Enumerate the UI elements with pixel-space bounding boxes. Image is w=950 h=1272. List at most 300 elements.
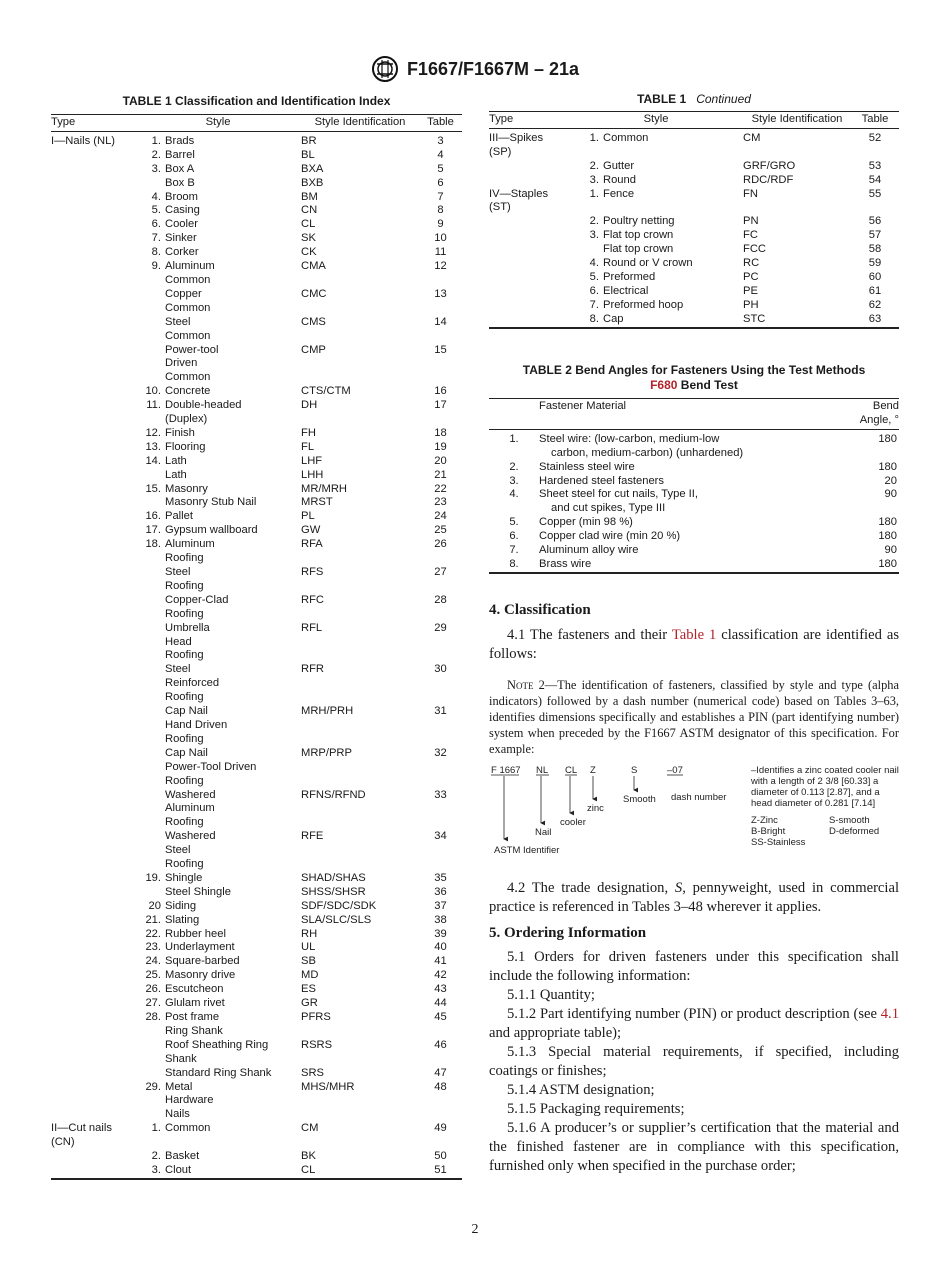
style-id-cell [301,761,419,775]
table-ref-cell [419,733,462,747]
table-row [51,455,462,469]
type-cell [51,1108,135,1122]
table-row [51,1025,462,1039]
style-id-cell: PH [743,298,759,311]
table-ref-cell [419,775,462,789]
type-cell [51,858,135,872]
table-ref-cell: 30 [434,663,447,676]
table1-col-type: Type [51,115,135,132]
table-row [51,330,462,344]
table-ref-cell: 45 [434,1011,447,1023]
style-cell [165,1136,301,1150]
table-ref-cell: 37 [434,899,447,912]
type-cell [489,243,569,257]
diag-smooth-label: Smooth [623,794,656,805]
style-id-cell [301,1025,419,1039]
style-cell: Hand Driven [165,718,228,731]
style-id-cell: RFS [301,566,324,578]
style-cell: Masonry [165,482,208,495]
type-cell [51,1011,135,1025]
type-cell [51,469,135,483]
table-row [51,357,462,371]
table-ref-cell: 36 [434,885,447,898]
style-id-cell [301,677,419,691]
style-number-cell: 3. [151,162,161,175]
table-row [51,1067,462,1081]
type-cell [489,257,569,271]
table1-block [51,94,462,1180]
style-cell: Masonry Stub Nail [165,496,257,509]
table1-continued-title [489,92,899,106]
table-ref-cell: 16 [434,385,447,398]
style-id-cell: BK [301,1150,316,1163]
table-ref-cell [419,677,462,691]
para-4-1-b: classification are identified as follows: [489,627,899,662]
table-row [489,174,899,188]
table-row [51,1039,462,1053]
style-number-cell: 20 [148,899,161,912]
table-row [51,302,462,316]
table-row [51,914,462,928]
style-id-cell: PE [743,284,758,297]
style-id-cell [301,1053,419,1067]
style-number-cell [135,469,165,483]
style-id-cell: RFE [301,830,324,843]
style-cell: Common [165,1122,211,1135]
style-cell: Roofing [165,858,204,871]
style-id-cell [301,274,419,288]
style-cell: Cap Nail [165,746,208,759]
type-cell [51,719,135,733]
table-row [489,271,899,285]
style-number-cell: 16. [145,510,161,523]
table-ref-cell: 5 [437,162,444,175]
style-cell: Common [165,301,211,314]
table-row [51,218,462,232]
style-cell: Basket [165,1150,200,1163]
table-row [51,524,462,538]
table-row [489,313,899,328]
diag-s: S [631,765,638,776]
style-cell: Broom [165,190,198,203]
type-cell [489,229,569,243]
para-4-1 [489,626,899,664]
diag-key-d: D-deformed [829,826,880,837]
type-cell [51,747,135,761]
table-ref-cell: 10 [434,232,447,245]
style-cell: Square-barbed [165,955,240,968]
style-id-cell: RFNS/RFND [301,788,366,801]
style-number-cell: 29. [145,1080,161,1093]
table1-col-table: Table [419,115,462,132]
material-line1: Aluminum alloy wire [539,544,639,557]
type-cell [51,983,135,997]
style-cell: Aluminum [165,260,215,273]
style-cell: Slating [165,913,200,926]
type-cell [489,313,569,328]
bend-angle-cell: 90 [884,488,897,501]
style-number-cell: 22. [145,927,161,940]
row-number-cell: 4. [509,488,519,501]
style-id-cell: RC [743,257,760,270]
type-cell [51,900,135,914]
style-id-cell: MRP/PRP [301,746,352,759]
table-row [51,469,462,483]
table-row [489,243,899,257]
table-ref-cell: 51 [434,1163,447,1176]
type-cell [51,455,135,469]
type-cell [51,246,135,260]
style-cell: Common [165,329,211,342]
style-id-cell: RH [301,927,318,940]
table-ref-cell: 32 [434,746,447,759]
diag-desc-1: –Identifies a zinc coated cooler nail [751,765,899,776]
diag-desc-2: with a length of 2 3/8 [60.33] a [751,776,879,787]
table-row [51,858,462,872]
style-number-cell: 7. [151,232,161,245]
table-ref-cell [419,274,462,288]
style-number-cell [135,761,165,775]
table-row [489,285,899,299]
style-cell: Head [165,635,192,648]
type-cell [51,177,135,191]
style-cell: Ring Shank [165,1024,223,1037]
section-4-1-link[interactable]: 4.1 [880,1006,899,1022]
type-cell [51,663,135,677]
style-number-cell [135,802,165,816]
style-cell: Corker [165,246,199,259]
style-cell: Roof Sheathing Ring [165,1038,269,1051]
style-id-cell [301,302,419,316]
table-row [489,488,899,516]
style-number-cell [135,705,165,719]
style-cell: Casing [165,204,200,217]
type-cell [51,830,135,844]
style-id-cell: SHSS/SHSR [301,885,366,898]
table-row [51,872,462,886]
table-ref-cell: 42 [434,969,447,982]
table-ref-cell: 18 [434,426,447,439]
table2-title-line1: TABLE 2 Bend Angles for Fasteners Using the Test Methods [522,363,866,377]
table-row [51,747,462,761]
type-cell [489,285,569,299]
table-ref-cell: 63 [868,312,882,325]
style-number-cell [135,594,165,608]
table-row [51,844,462,858]
type-cell [51,441,135,455]
style-id-cell [301,733,419,747]
type-cell [51,149,135,163]
material-line1: Sheet steel for cut nails, Type II, [539,488,698,501]
type-cell: III—Spikes [489,131,544,144]
style-number-cell [135,330,165,344]
style-cell: Preformed hoop [603,298,684,311]
type-cell [51,288,135,302]
para-4-1-a: 4.1 The fasteners and their [507,627,672,643]
style-number-cell [135,357,165,371]
table-ref-cell: 24 [434,510,447,523]
type-cell [51,1039,135,1053]
type-cell [489,215,569,229]
style-id-cell: CN [301,204,318,217]
style-cell: Copper [165,287,202,300]
table2-body [489,429,899,573]
table-ref-cell [419,844,462,858]
style-cell: Roofing [165,579,204,592]
style-number-cell [135,789,165,803]
table-ref-cell: 23 [434,496,447,509]
style-number-cell: 6. [151,218,161,231]
style-cell: Cap [603,312,624,325]
table-ref-cell: 3 [437,134,444,147]
style-cell: Round or V crown [603,257,693,270]
style-number-cell: 6. [589,284,599,297]
style-number-cell: 4. [589,257,599,270]
table-row [51,1164,462,1179]
style-number-cell: 17. [145,524,161,537]
style-number-cell [135,816,165,830]
style-id-cell: MR/MRH [301,482,347,495]
type-cell [51,816,135,830]
style-number-cell: 15. [145,482,161,495]
table-ref-cell: 46 [434,1038,447,1051]
style-id-cell [301,691,419,705]
style-id-cell: STC [743,312,766,325]
style-cell: Aluminum [165,802,215,815]
table-row [489,530,899,544]
table-row [51,1081,462,1095]
style-id-cell: ES [301,983,316,996]
style-number-cell: 2. [589,159,599,172]
table-ref-cell [419,649,462,663]
style-number-cell [135,1067,165,1081]
note-2-text: —The identification of fasteners, classified by style and type (alpha indicators) followed by a dash number (numerical code) based on Tables 3–63, identifies dimensions specifically and establishes a PIN (part identifying number) system when preceded by the F1667 ASTM designator of this specification. For example: [489,678,899,756]
style-id-cell: CTS/CTM [301,385,351,398]
type-cell [51,969,135,983]
table-ref-cell: 53 [868,159,882,172]
table-ref-cell: 21 [434,468,447,481]
style-cell: Roofing [165,552,204,565]
table-ref-cell: 59 [868,257,882,270]
style-id-cell [301,816,419,830]
table-row [51,204,462,218]
table-row [51,288,462,302]
style-cell: Fence [603,187,635,200]
type-cell [51,232,135,246]
table1-continued [489,111,899,329]
table-row [51,997,462,1011]
style-cell: Steel [165,315,191,328]
table-ref-cell [419,357,462,371]
type-cell [51,413,135,427]
type-cell [51,622,135,636]
f680-link[interactable]: F680 [650,378,678,392]
style-id-cell [301,1094,419,1108]
style-number-cell: 3. [151,1163,161,1176]
type-cell [51,1150,135,1164]
type-cell [51,580,135,594]
style-cell: Flat top crown [603,229,674,242]
style-id-cell: PC [743,270,759,283]
style-number-cell [135,719,165,733]
style-number-cell [135,580,165,594]
style-id-cell: MRH/PRH [301,705,354,718]
table-ref-cell: 13 [434,287,447,300]
table-row [51,761,462,775]
type-cell: IV—Staples [489,187,549,200]
style-id-cell [301,1108,419,1122]
style-cell: Roofing [165,816,204,829]
table-ref-cell: 57 [868,229,882,242]
style-number-cell: 8. [589,312,599,325]
style-number-cell [135,636,165,650]
material-line1: Stainless steel wire [539,460,635,473]
table-row [51,496,462,510]
table-row [489,188,899,202]
table1-link[interactable]: Table 1 [671,627,717,643]
style-number-cell [135,1108,165,1122]
table-ref-cell: 33 [434,788,447,801]
style-cell: Metal [165,1080,193,1093]
type-cell [51,399,135,413]
style-number-cell [135,177,165,191]
style-id-cell [301,775,419,789]
note-2-label: Note 2 [507,678,545,692]
table-ref-cell: 60 [868,270,882,283]
style-id-cell: RFA [301,538,323,551]
type-cell [51,496,135,510]
type-cell [51,636,135,650]
table-row [51,232,462,246]
table-ref-cell: 14 [434,315,447,328]
style-cell: Concrete [165,385,211,398]
style-number-cell [135,733,165,747]
style-id-cell [301,580,419,594]
style-id-cell: BXB [301,176,324,189]
style-id-cell: RFC [301,593,324,606]
table-row [51,483,462,497]
table-ref-cell [851,201,899,215]
table-ref-cell [419,1108,462,1122]
style-number-cell [135,302,165,316]
table-ref-cell: 55 [868,187,882,200]
material-cell [539,488,839,516]
para-5-1-2-a: 5.1.2 Part identifying number (PIN) or product description (see [507,1006,881,1022]
style-number-cell [135,552,165,566]
diag-dashnumber-label: dash number [671,792,727,803]
table-ref-cell: 49 [434,1122,447,1135]
table-row [489,257,899,271]
table-ref-cell [419,816,462,830]
material-line2: and cut spikes, Type III [551,502,666,515]
style-number-cell [135,371,165,385]
style-cell: Finish [165,426,195,439]
table-row [489,229,899,243]
style-number-cell: 26. [145,983,161,996]
para-5-1-4: 5.1.4 ASTM designation; [507,1082,655,1098]
table-ref-cell [419,1025,462,1039]
type-cell [51,385,135,399]
style-cell: Flat top crown [603,243,674,256]
style-cell: Glulam rivet [165,997,225,1010]
style-number-cell [135,747,165,761]
table-row [489,429,899,460]
table-row [489,160,899,174]
style-number-cell: 1. [151,1122,161,1135]
style-number-cell: 18. [145,538,161,551]
table-ref-cell [419,1136,462,1150]
table-ref-cell: 40 [434,941,447,954]
type-cell [51,302,135,316]
style-cell: Gypsum wallboard [165,524,258,537]
style-number-cell [135,622,165,636]
table-ref-cell: 50 [434,1150,447,1163]
style-cell: Roofing [165,732,204,745]
style-number-cell [135,316,165,330]
table1-continued-title-text: TABLE 1 [637,92,687,106]
style-id-cell: SB [301,955,316,968]
style-cell: Common [165,371,211,384]
table-ref-cell: 12 [434,260,447,273]
table1c-col-style: Style [569,112,743,129]
table-ref-cell [419,371,462,385]
document-designation: F1667/F1667M – 21a [406,58,580,79]
table-row [51,441,462,455]
table-ref-cell [419,761,462,775]
style-id-cell: LHF [301,454,323,467]
table-row [51,733,462,747]
table-ref-cell: 43 [434,983,447,996]
type-cell [51,371,135,385]
style-number-cell: 2. [151,1150,161,1163]
style-cell: Clout [165,1163,192,1176]
style-cell: Gutter [603,159,635,172]
style-number-cell [135,274,165,288]
style-number-cell [135,496,165,510]
style-number-cell: 11. [146,399,161,412]
material-line1: Copper clad wire (min 20 %) [539,530,681,543]
style-cell [603,146,743,160]
type-cell [489,174,569,188]
style-cell: Box B [165,176,195,189]
table-row [51,385,462,399]
style-cell: Siding [165,899,197,912]
table-row [51,191,462,205]
style-id-cell: RSRS [301,1038,333,1051]
type-cell [51,761,135,775]
material-cell [539,558,839,573]
style-cell: Pallet [165,510,193,523]
type-cell [51,357,135,371]
table-ref-cell: 20 [434,454,447,467]
type-cell [51,552,135,566]
table-row [489,128,899,145]
table-row [51,538,462,552]
table-row [51,260,462,274]
table1-col-style: Style [135,115,301,132]
style-id-cell [301,371,419,385]
style-number-cell: 13. [145,440,161,453]
table-row [51,719,462,733]
table-row [51,149,462,163]
table2-col-material: Fastener Material [539,399,839,430]
style-cell: Copper-Clad [165,593,229,606]
table-row [51,636,462,650]
type-cell [51,775,135,789]
note-2 [489,677,899,757]
style-id-cell [301,357,419,371]
style-cell: Roofing [165,691,204,704]
